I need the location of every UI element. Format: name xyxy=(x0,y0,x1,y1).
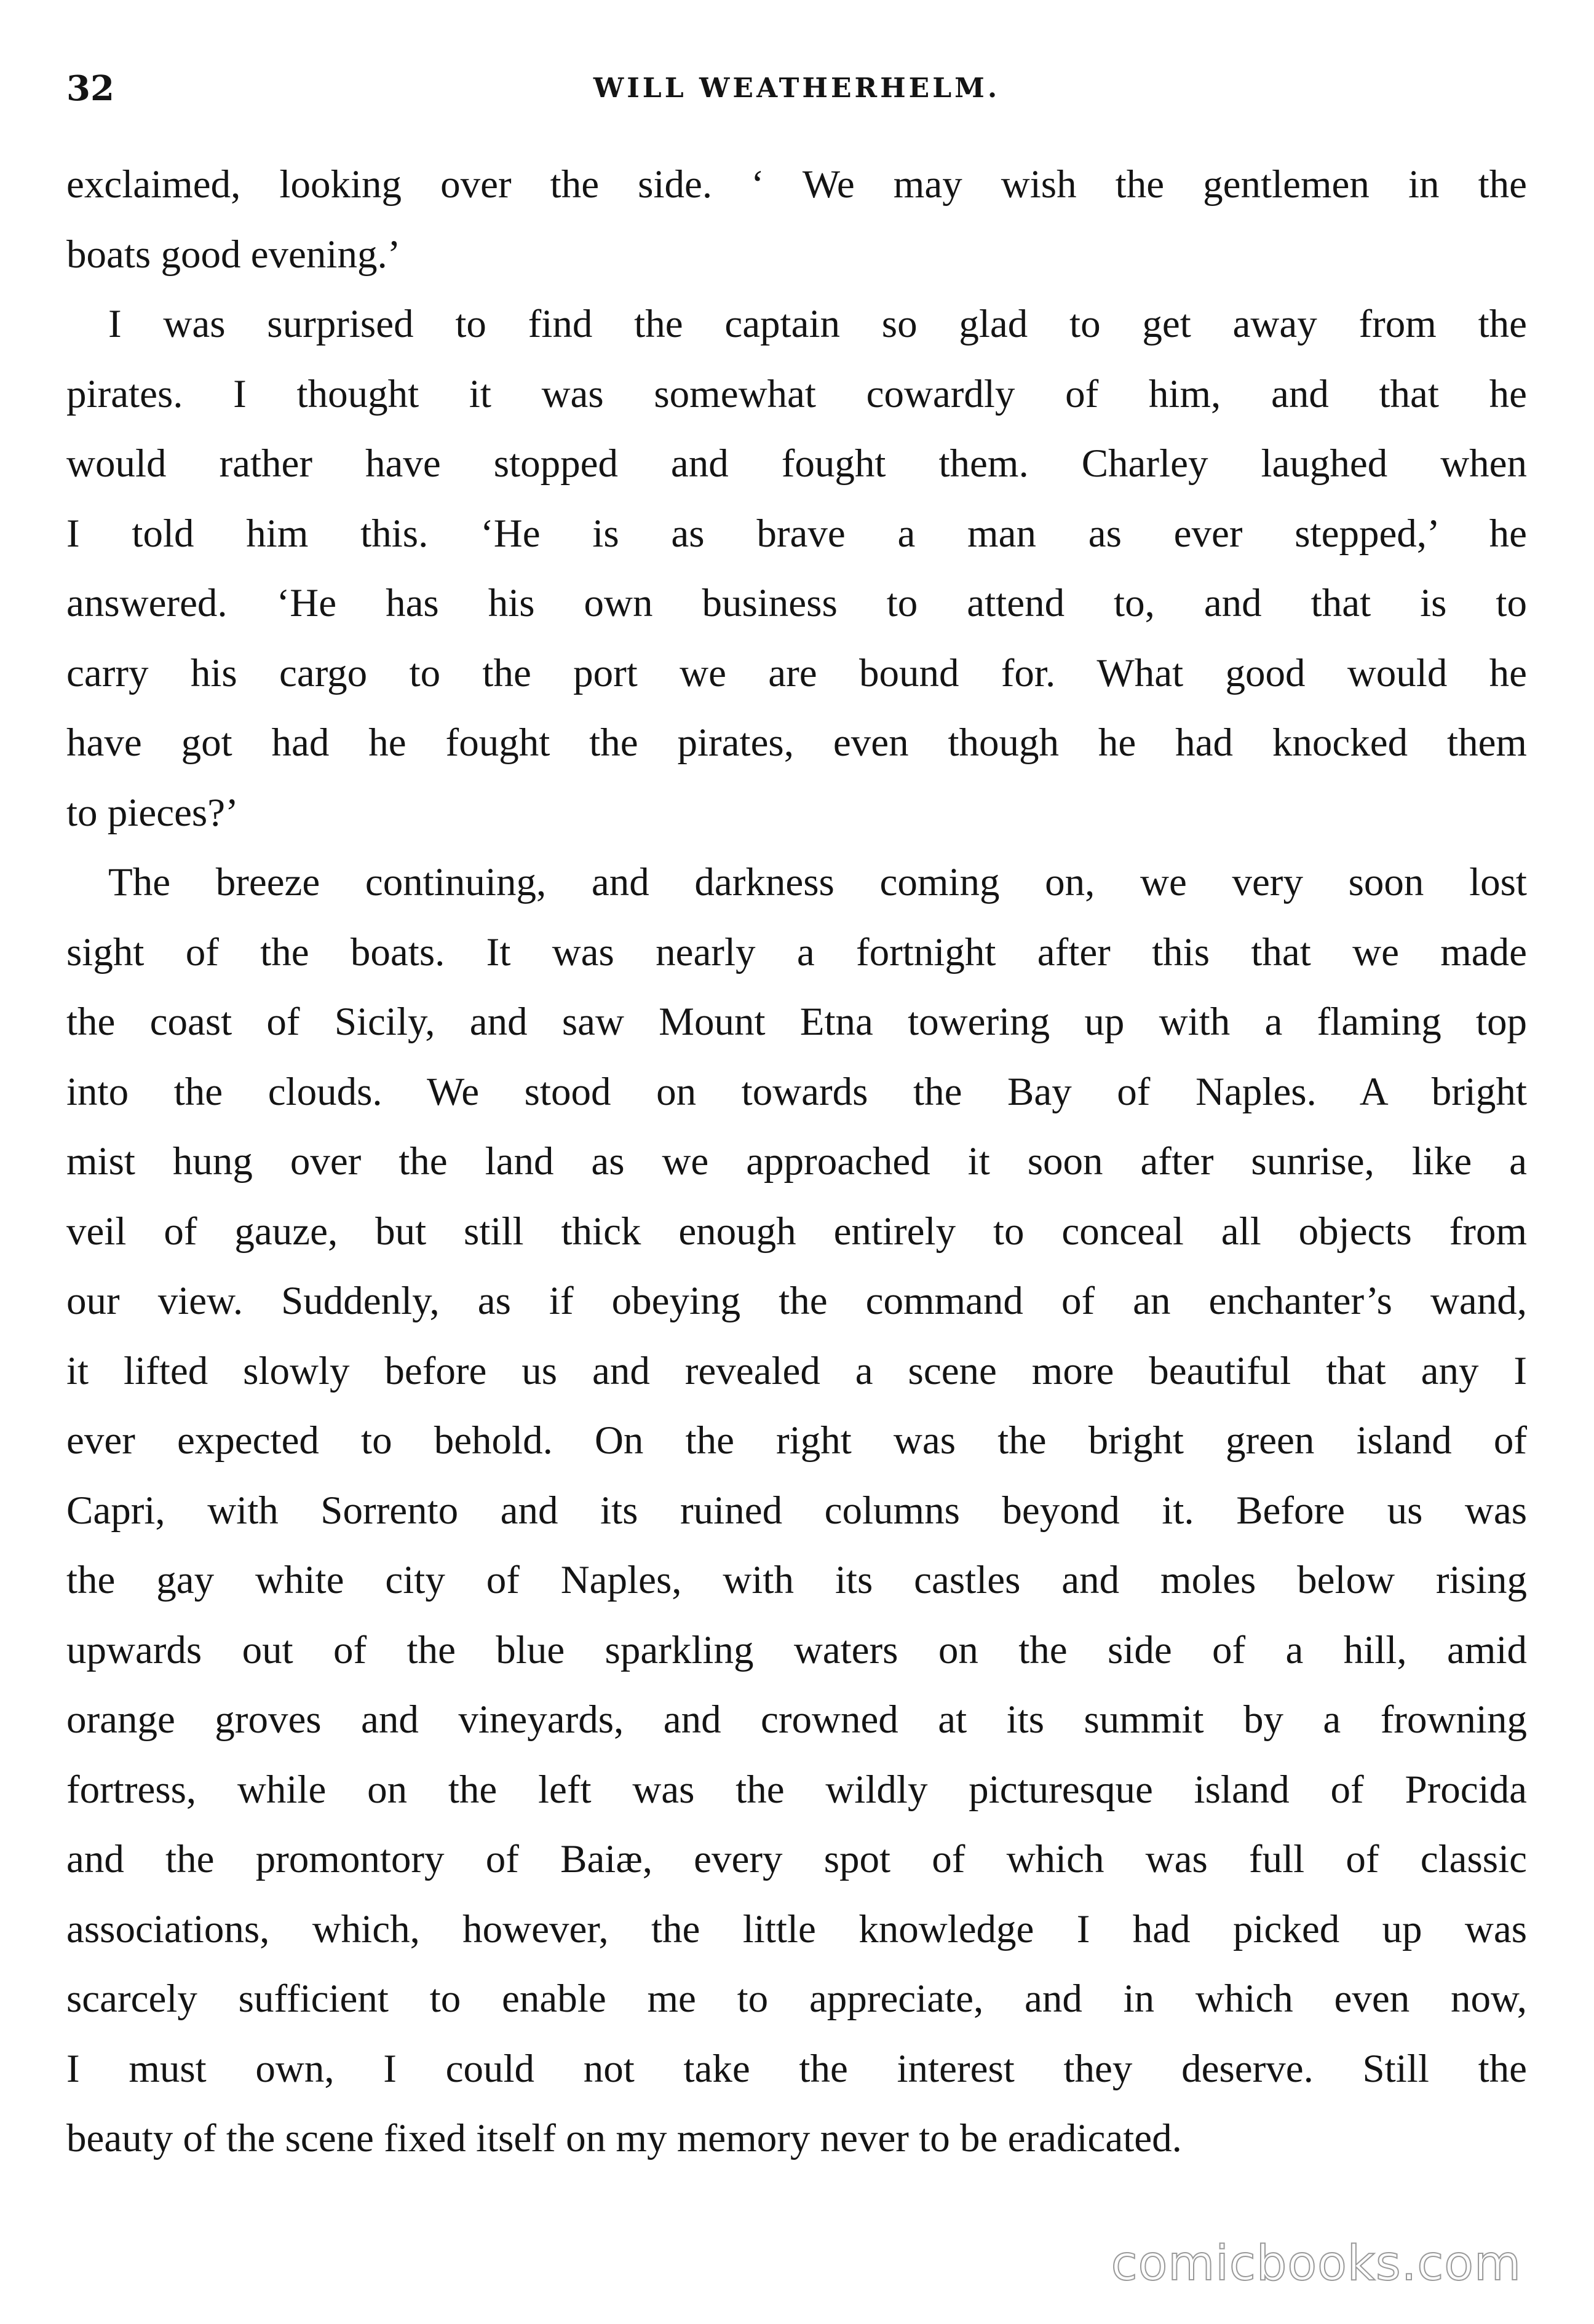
text-line: have got had he fought the pirates, even though he had knocked them xyxy=(66,721,1527,765)
text-line: pirates. I thought it was somewhat cowardly of him, and that he xyxy=(66,371,1527,416)
text-line: into the clouds. We stood on towards the Bay of Naples. A bright xyxy=(66,1069,1527,1114)
text-line: sight of the boats. It was nearly a fortnight after this that we made xyxy=(66,930,1527,974)
text-line: the gay white city of Naples, with its castles and moles below rising xyxy=(66,1558,1527,1602)
text-line: it lifted slowly before us and revealed a scene more beautiful that any I xyxy=(66,1348,1527,1393)
text-line: and the promontory of Baiæ, every spot of which was full of classic xyxy=(66,1837,1527,1881)
text-line: associations, which, however, the little knowledge I had picked up was xyxy=(66,1907,1527,1951)
text-line: The breeze continuing, and darkness coming on, we very soon lost xyxy=(108,860,1527,904)
text-line: to pieces?’ xyxy=(66,790,239,835)
text-line: I told him this. ‘He is as brave a man as ever stepped,’ he xyxy=(66,511,1527,556)
text-line: upwards out of the blue sparkling waters on the side of a hill, amid xyxy=(66,1627,1527,1672)
text-line: orange groves and vineyards, and crowned at its summit by a frowning xyxy=(66,1698,1527,1742)
running-title: WILL WEATHERHELM. xyxy=(593,73,1001,104)
text-line: would rather have stopped and fought them. Charley laughed when xyxy=(66,441,1527,486)
text-line: veil of gauze, but still thick enough entirely to conceal all objects from xyxy=(66,1209,1527,1254)
text-line: our view. Suddenly, as if obeying the command of an enchanter’s wand, xyxy=(66,1279,1527,1323)
text-line: scarcely sufficient to enable me to appreciate, and in which even now, xyxy=(66,1977,1527,2021)
text-line: beauty of the scene fixed itself on my memory never to be eradicated. xyxy=(66,2116,1182,2160)
text-line: Capri, with Sorrento and its ruined columns beyond it. Before us was xyxy=(66,1488,1527,1533)
page-header xyxy=(66,64,1527,113)
text-line: exclaimed, looking over the side. ‘ We may wish the gentlemen in the xyxy=(66,162,1527,207)
text-line: fortress, while on the left was the wildly picturesque island of Procida xyxy=(66,1767,1527,1812)
text-line: mist hung over the land as we approached it soon after sunrise, like a xyxy=(66,1139,1527,1184)
text-line: boats good evening.’ xyxy=(66,232,401,277)
text-line: the coast of Sicily, and saw Mount Etna towering up with a flaming top xyxy=(66,1000,1527,1044)
text-line: I must own, I could not take the interest they deserve. Still the xyxy=(66,2046,1527,2091)
text-line: ever expected to behold. On the right was the bright green island of xyxy=(66,1418,1527,1463)
site-watermark: comicbooks.com xyxy=(1111,2236,1521,2291)
text-line: carry his cargo to the port we are bound for. What good would he xyxy=(66,650,1527,695)
text-line: I was surprised to find the captain so glad to get away from the xyxy=(108,302,1527,346)
page-number: 32 xyxy=(66,68,114,109)
body-text xyxy=(66,150,1527,2174)
text-line: answered. ‘He has his own business to attend to, and that is to xyxy=(66,581,1527,625)
